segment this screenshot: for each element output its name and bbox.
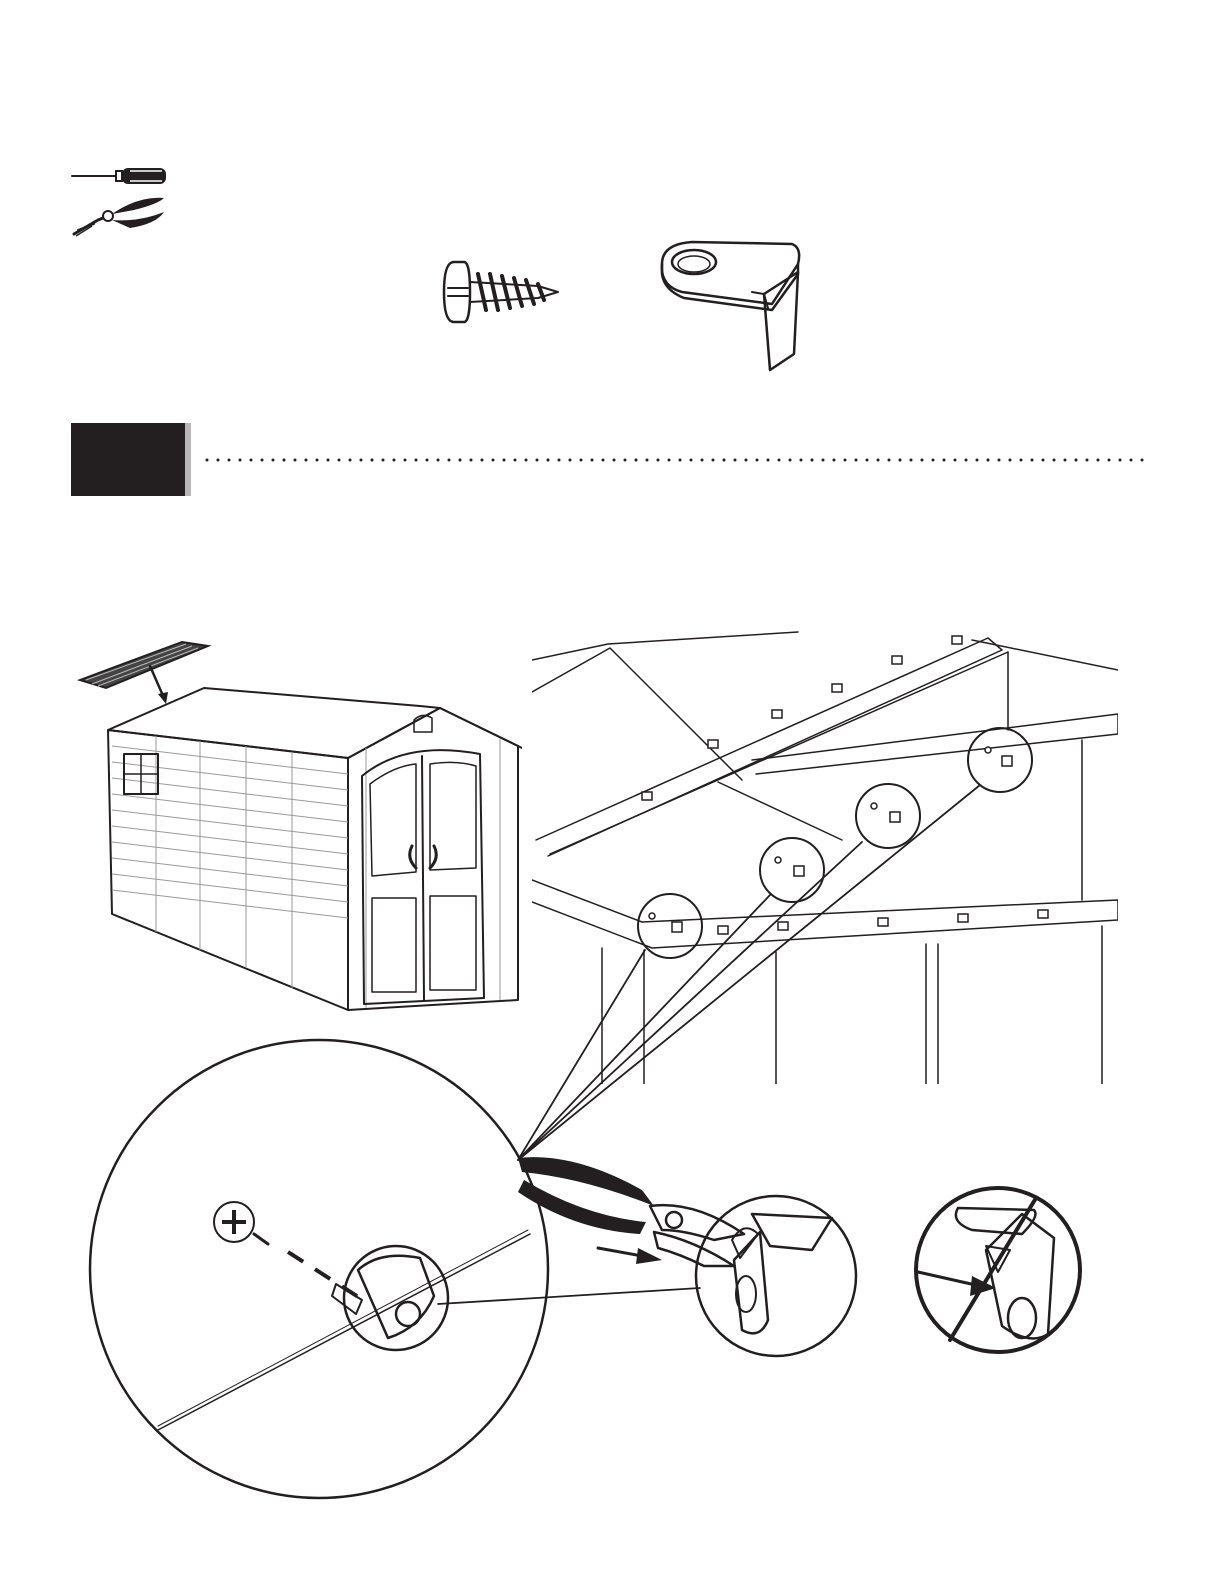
screw-into-clip-detail-icon <box>88 1038 550 1500</box>
correct-method-figure <box>514 1150 858 1362</box>
incorrect-orientation-crossed-icon <box>910 1186 1086 1356</box>
pliers-breaking-tab-icon <box>514 1150 858 1362</box>
incorrect-method-figure <box>910 1186 1086 1356</box>
magnified-detail-figure <box>88 1038 550 1500</box>
